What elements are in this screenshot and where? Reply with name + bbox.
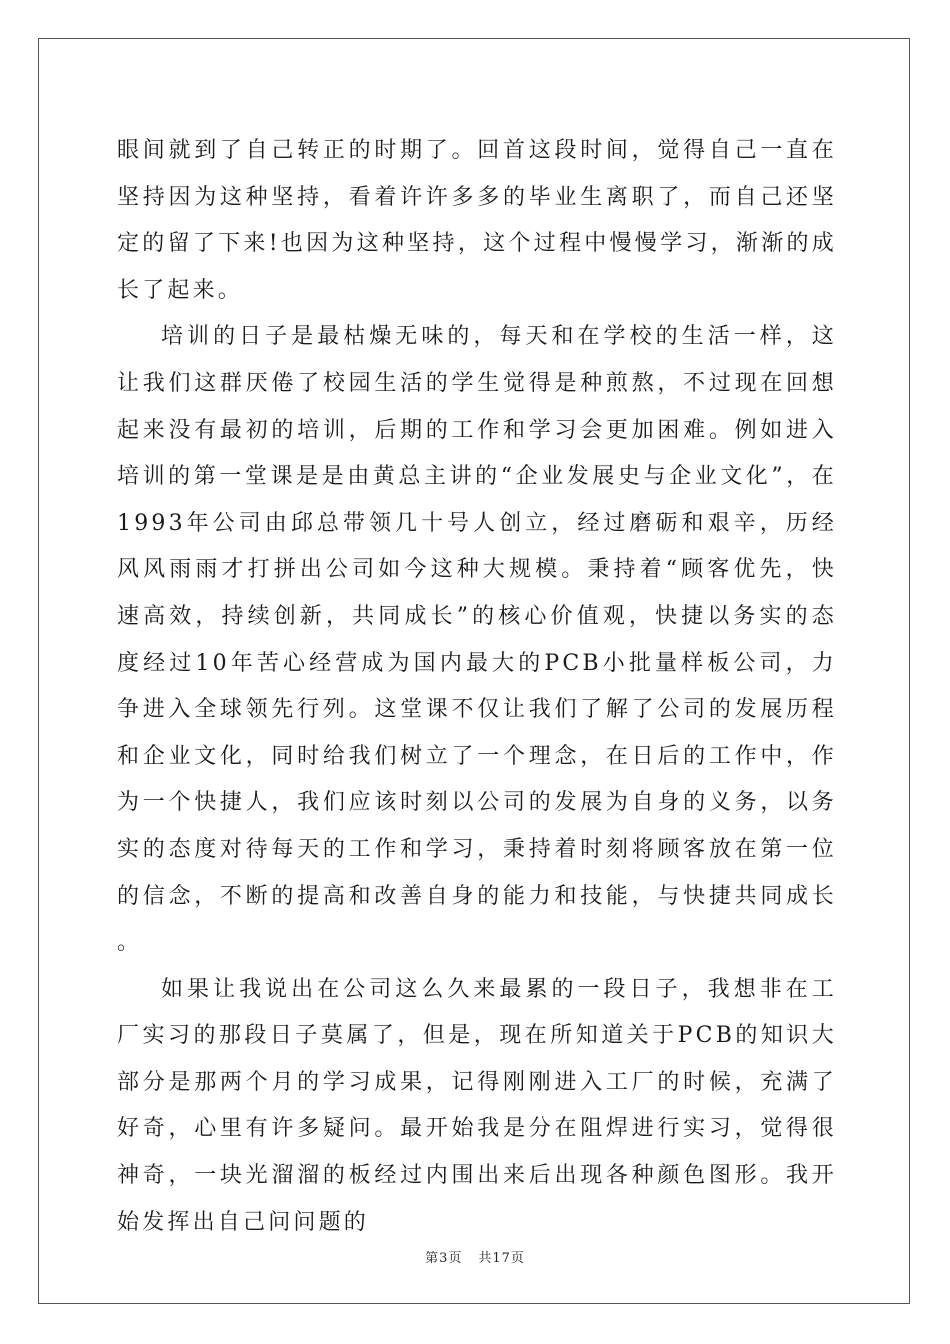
paragraph-continuation: 眼间就到了自己转正的时期了。回首这段时间，觉得自己一直在坚持因为这种坚持，看着许许多多的毕业生离职了，而自己还坚定的留了下来!也因为这种坚持，这个过程中慢慢学习，渐渐的成长了起来。 [117, 138, 837, 303]
paragraph-training: 培训的日子是最枯燥无味的，每天和在学校的生活一样，这让我们这群厌倦了校园生活的学生觉得是种煎熬，不过现在回想起来没有最初的培训，后期的工作和学习会更加困难。例如进入培训的第一堂课是是由黄总主讲的“企业发展史与企业文化”，在1993年公司由邱总带领几十号人创立，经过磨砺和艰辛，历经风风雨雨才打拼出公司如今这种大规模。秉持着“顾客优先，快速高效，持续创新，共同成长”的核心价值观，快捷以务实的态度经过10年苦心经营成为国内最大的PCB小批量样板公司，力争进入全球领先行列。这堂课不仅让我们了解了公司的发展历程和企业文化，同时给我们树立了一个理念，在日后的工作中，作为一个快捷人，我们应该时刻以公司的发展为自身的义务，以务实的态度对待每天的工作和学习，秉持着时刻将顾客放在第一位的信念，不断的提高和改善自身的能力和技能，与快捷共同成长。 [117, 324, 837, 956]
page-number-total: 共17页 [478, 1251, 525, 1266]
document-body [117, 128, 837, 1246]
page-footer [0, 1247, 950, 1266]
page-number-current: 第3页 [425, 1251, 463, 1266]
paragraph-factory-internship: 如果让我说出在公司这么久来最累的一段日子，我想非在工厂实习的那段日子莫属了，但是，现在所知道关于PCB的知识大部分是那两个月的学习成果，记得刚刚进入工厂的时候，充满了好奇，心里有许多疑问。最开始我是分在阻焊进行实习，觉得很神奇，一块光溜溜的板经过内围出来后出现各种颜色图形。我开始发挥出自己问问题的 [117, 976, 837, 1235]
